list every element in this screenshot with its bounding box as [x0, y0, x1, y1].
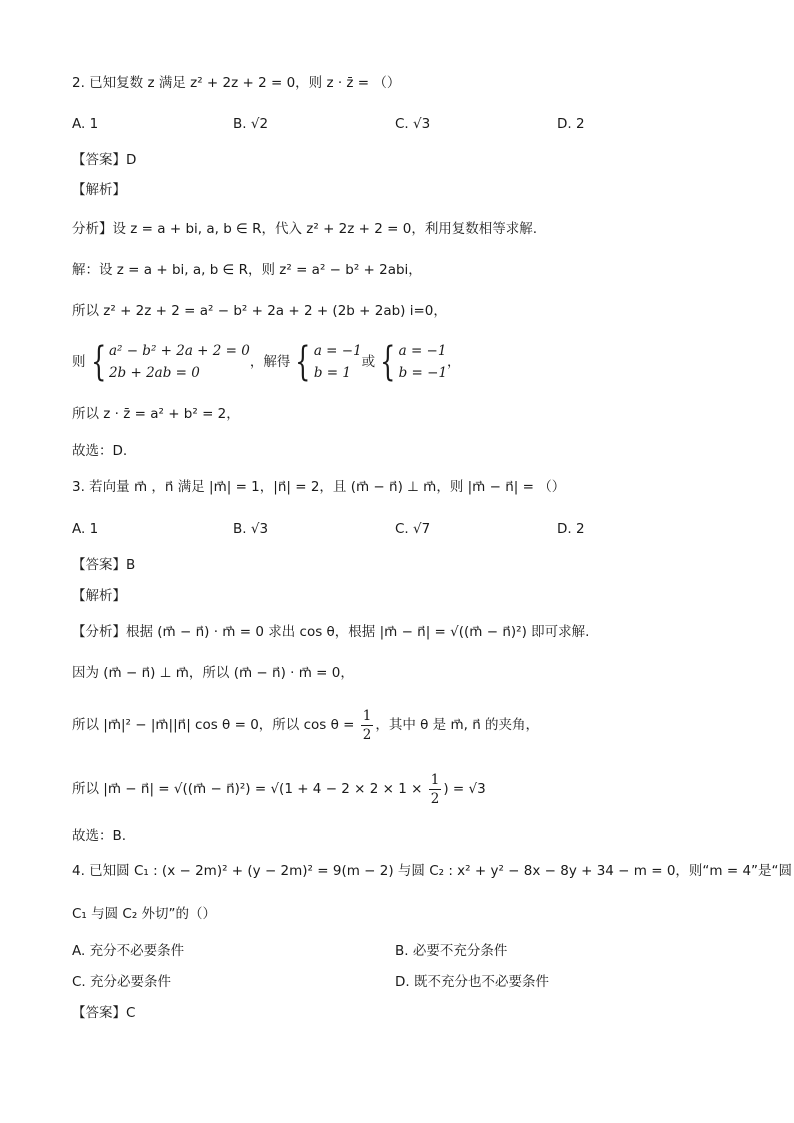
q4-stem-line-1: 4. 已知圆 C₁ : (x − 2m)² + (y − 2m)² = 9(m − 2) 与圆 C₂ : x² + y² − 8x − 8y + 34 − m = 0，则“m = 4”是“圆 [72, 863, 793, 879]
q3-analysis-label: 【解析】 [72, 588, 126, 604]
q4-option-c: C. 充分必要条件 [72, 974, 172, 990]
fraction-denominator: 2 [430, 790, 440, 807]
q2-analysis-line-3: 所以 z² + 2z + 2 = a² − b² + 2a + 2 + (2b + 2ab) i=0， [72, 303, 447, 319]
q3-option-c: C. √7 [395, 521, 431, 537]
q2-analysis-line-1: 分析】设 z = a + bi, a, b ∈ R，代入 z² + 2z + 2 = 0，利用复数相等求解. [72, 221, 538, 237]
q3-line3-text-b: ，其中 θ 是 m⃗, n⃗ 的夹角， [375, 717, 540, 733]
q3-option-d: D. 2 [557, 521, 585, 537]
q2-answer: 【答案】D [72, 152, 137, 168]
q2-option-b: B. √2 [233, 116, 269, 132]
q2-choice: 故选：D. [72, 443, 128, 459]
q2-option-d: D. 2 [557, 116, 585, 132]
q2-solution-2-a: a = −1 [398, 343, 447, 359]
q4-option-d: D. 既不充分也不必要条件 [395, 974, 549, 990]
q3-analysis-line-2: 因为 (m⃗ − n⃗) ⊥ m⃗，所以 (m⃗ − n⃗) · m⃗ = 0， [72, 665, 354, 681]
q2-result: 所以 z · z̄ = a² + b² = 2， [72, 406, 240, 422]
q3-line4-text-a: 所以 |m⃗ − n⃗| = √((m⃗ − n⃗)²) = √(1 + 4 − 2 × 2 × 1 × [72, 781, 427, 797]
q2-solution-1-b: b = 1 [313, 365, 351, 381]
q2-system-row-1: a² − b² + 2a + 2 = 0 [108, 343, 250, 359]
q2-solution-1-a: a = −1 [313, 343, 362, 359]
q3-line3-text-a: 所以 |m⃗|² − |m⃗||n⃗| cos θ = 0，所以 cos θ = [72, 717, 359, 733]
q3-line4-text-b: ) = √3 [443, 781, 486, 797]
q2-option-c: C. √3 [395, 116, 431, 132]
q3-analysis-line-4 [72, 770, 486, 808]
q3-line4-fraction [429, 771, 442, 808]
q2-analysis-line-2: 解：设 z = a + bi, a, b ∈ R，则 z² = a² − b² + 2abi， [72, 262, 422, 278]
q4-option-a: A. 充分不必要条件 [72, 943, 185, 959]
q3-option-b: B. √3 [233, 521, 269, 537]
q2-system-prefix: 则 [72, 354, 86, 370]
q3-option-a: A. 1 [72, 521, 99, 537]
q2-system: { a² − b² + 2a + 2 = 0 2b + 2ab = 0 [90, 339, 250, 385]
fraction-denominator: 2 [362, 726, 372, 743]
fraction-numerator: 1 [362, 707, 372, 724]
q2-equation-system [72, 338, 461, 386]
q3-line3-fraction [361, 707, 374, 744]
q4-option-b: B. 必要不充分条件 [395, 943, 508, 959]
q2-system-end: ， [447, 354, 461, 370]
q4-stem-line-2: C₁ 与圆 C₂ 外切”的（） [72, 906, 217, 922]
q3-choice: 故选：B. [72, 828, 127, 844]
q2-solution-2: { a = −1 b = −1 [380, 339, 448, 385]
q2-option-a: A. 1 [72, 116, 99, 132]
q2-solution-1: { a = −1 b = 1 [295, 339, 362, 385]
q2-analysis-label: 【解析】 [72, 182, 126, 198]
q2-stem: 2. 已知复数 z 满足 z² + 2z + 2 = 0，则 z · z̄ = （） [72, 75, 401, 91]
q2-system-mid: ，解得 [249, 354, 291, 370]
q4-answer: 【答案】C [72, 1005, 136, 1021]
q2-system-or: 或 [361, 354, 376, 370]
q3-stem: 3. 若向量 m⃗ ，n⃗ 满足 |m⃗| = 1，|n⃗| = 2，且 (m⃗ − n⃗) ⊥ m⃗，则 |m⃗ − n⃗| = （） [72, 479, 566, 495]
q3-analysis-line-3 [72, 706, 539, 744]
q3-analysis-line-1: 【分析】根据 (m⃗ − n⃗) · m⃗ = 0 求出 cos θ，根据 |m⃗ − n⃗| = √((m⃗ − n⃗)²) 即可求解. [72, 624, 590, 640]
q2-system-row-2: 2b + 2ab = 0 [108, 365, 200, 381]
fraction-numerator: 1 [430, 771, 440, 788]
q2-solution-2-b: b = −1 [398, 365, 448, 381]
q3-answer: 【答案】B [72, 557, 136, 573]
